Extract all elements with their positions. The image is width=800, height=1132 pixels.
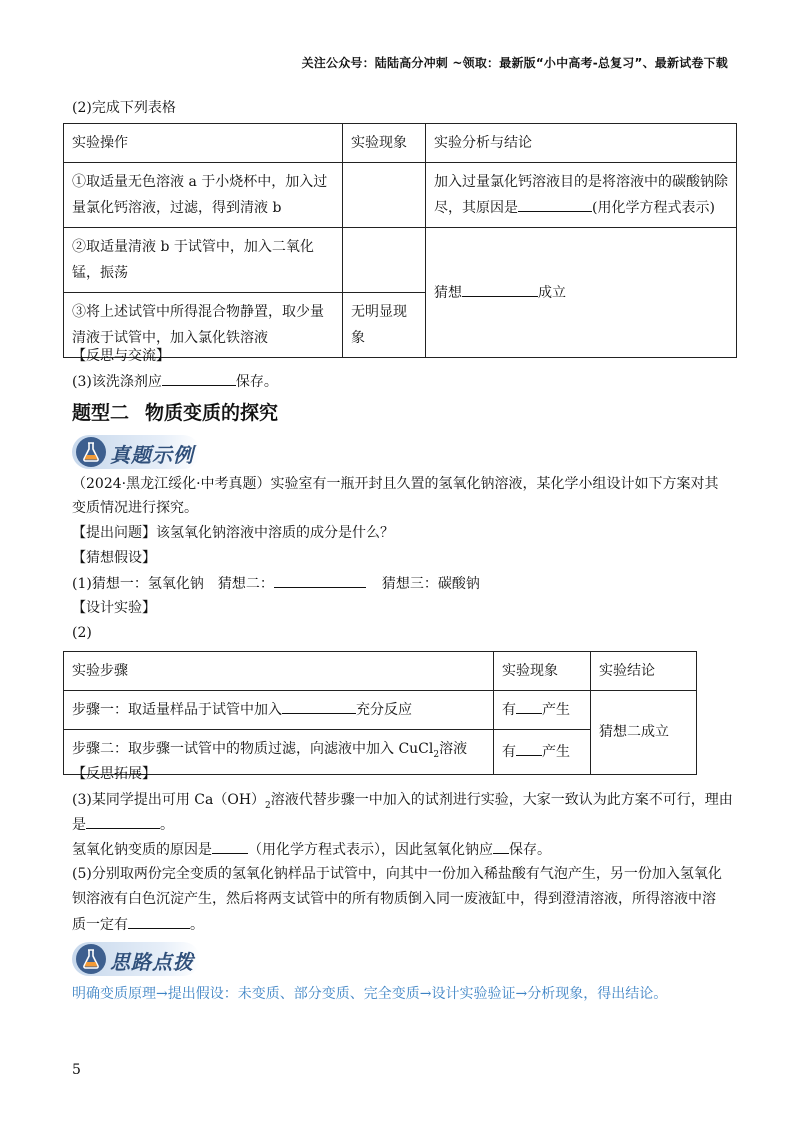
conclusion-blank[interactable] [462,282,538,297]
question-3-pre: (3)该洗涤剂应 [72,374,162,390]
header-operation: 实验操作 [64,124,343,163]
question-3-post: 保存。 [235,374,278,390]
q3b-post: 溶液代替步骤一中加入的试剂进行实验，大家一致认为此方案不可行，理由 [270,792,733,808]
q3b-line2-post: 。 [160,817,174,833]
question-cause [72,839,551,860]
hypothesis-label: 【猜想假设】 [72,550,156,566]
design-label: 【设计实验】 [72,600,156,616]
table-row [64,691,697,730]
cause-mid: （用化学方程式表示），因此氢氧化钠应 [248,842,493,858]
thinking-tips-banner [72,942,200,976]
cause-storage-blank[interactable] [493,839,509,854]
reflection-2-label: 【反思拓展】 [72,766,156,782]
header-analysis: 实验分析与结论 [426,124,737,163]
hypothesis-line [72,573,480,594]
header-phenomenon: 实验现象 [494,652,591,691]
conclusion-pre: 猜想 [434,284,462,301]
cause-post: 保存。 [509,842,551,858]
phenomenon-pre: 有 [502,743,516,760]
row1-analysis-post: (用化学方程式表示) [592,200,715,216]
hypothesis-2-blank[interactable] [274,573,366,588]
real-exam-banner [72,435,200,469]
thinking-tips-banner-title: 思路点拨 [110,950,194,974]
question-5-line2: 钡溶液有白色沉淀产生，然后将两支试管中的所有物质倒入同一废液缸中，得到澄清溶液，所得溶液中溶 [72,891,716,907]
question-5-line1: (5)分别取两份完全变质的氢氧化钠样品于试管中，向其中一份加入稀盐酸有气泡产生，另一份加入氢氧化 [72,866,722,882]
q3b-pre: (3)某同学提出可用 Ca（OH） [72,792,266,808]
step2-phenomenon [494,730,591,775]
phenomenon-post: 产生 [542,702,570,718]
step1-post: 充分反应 [356,702,412,718]
conclusion-cell: 猜想二成立 [591,691,697,775]
question-2b-label: (2) [72,625,92,641]
equation-blank[interactable] [518,197,592,212]
row2-operation-line2: 锰，振荡 [72,265,128,281]
q3b-line2-pre: 是 [72,817,86,833]
hypothesis-post: 猜想三：碳酸钠 [381,576,480,592]
step1-phenomenon [494,691,591,730]
row1-operation-line1: ①取适量无色溶液 a 于小烧杯中，加入过 [72,174,328,190]
reflection-label: 【反思与交流】 [72,348,170,364]
cause-pre: 氢氧化钠变质的原因是 [72,842,212,858]
row1-analysis [426,163,737,228]
table-header-row [64,124,737,163]
row1-analysis-line1: 加入过量氯化钙溶液目的是将溶液中的碳酸钠除 [434,174,728,190]
row1-phenomenon [343,163,426,228]
header-conclusion: 实验结论 [591,652,697,691]
storage-blank[interactable] [162,371,236,386]
section-title-number: 题型二 [72,402,130,424]
page-header: 关注公众号：陆陆高分冲刺 ~领取：最新版“小中高考-总复习”、最新试卷下载 [301,56,728,70]
reason-blank[interactable] [86,814,160,829]
experiment-table-2 [63,651,697,775]
step1-pre: 步骤一：取适量样品于试管中加入 [72,702,282,718]
row3-phenomenon-line1: 无明显现 [351,304,407,320]
question-3b-line1 [72,790,733,816]
page-number: 5 [72,1062,81,1078]
row1-operation [64,163,343,228]
solute-blank[interactable] [128,914,190,929]
row3-operation-line2: 清液于试管中，加入氯化铁溶液 [72,330,268,346]
row1-operation-line2: 量氯化钙溶液，过滤，得到清液 b [72,200,282,216]
flask-icon [76,437,106,467]
phenomenon-blank[interactable] [516,741,542,756]
step1-cell [64,691,494,730]
row3-phenomenon-line2: 象 [351,330,365,346]
intro-line-2: 变质情况进行探究。 [72,500,198,516]
q3b-subscript: 2 [265,800,271,811]
row3-phenomenon [343,293,426,358]
phenomenon-post: 产生 [542,743,570,760]
conclusion-post: 成立 [538,284,566,301]
question-prompt: 【提出问题】该氢氧化钠溶液中溶质的成分是什么？ [72,525,394,541]
intro-line-1: （2024·黑龙江绥化·中考真题）实验室有一瓶开封且久置的氢氧化钠溶液，某化学小组设计如下方案对其 [72,476,719,492]
question-5-line3 [72,914,204,935]
flask-icon [76,944,106,974]
cause-equation-blank[interactable] [212,839,248,854]
experiment-table-1 [63,123,737,358]
table-row [64,228,737,293]
row1-analysis-pre: 尽，其原因是 [434,200,518,216]
question-2-label: (2)完成下列表格 [72,100,176,116]
real-exam-banner-title: 真题示例 [110,443,194,467]
row3-operation-line1: ③将上述试管中所得混合物静置，取少量 [72,304,324,320]
header-phenomenon: 实验现象 [343,124,426,163]
row2-phenomenon [343,228,426,293]
table-header-row [64,652,697,691]
row2-operation [64,228,343,293]
header-step: 实验步骤 [64,652,494,691]
row1-analysis-line2 [434,195,728,221]
table-row [64,163,737,228]
phenomenon-pre: 有 [502,702,516,718]
step2-text: 步骤二：取步骤一试管中的物质过滤，向滤液中加入 CuCl [72,741,434,757]
q5-line3-post: 。 [190,917,204,933]
section-title [72,398,278,425]
row2-operation-line1: ②取适量清液 b 于试管中，加入二氧化 [72,239,314,255]
phenomenon-blank[interactable] [516,699,542,714]
step2-subscript: 2 [433,749,440,760]
thinking-tip-text: 明确变质原理→提出假设：未变质、部分变质、完全变质→设计实验验证→分析现象，得出结论。 [72,986,668,1002]
question-3b-line2 [72,814,174,835]
row23-conclusion [426,228,737,358]
q5-line3-pre: 质一定有 [72,917,128,933]
hypothesis-pre: (1)猜想一：氢氧化钠 猜想二： [72,576,274,592]
question-3 [72,371,278,392]
step2-post: 溶液 [439,741,468,757]
section-title-text: 物质变质的探究 [145,402,279,424]
reagent-blank[interactable] [282,699,356,714]
